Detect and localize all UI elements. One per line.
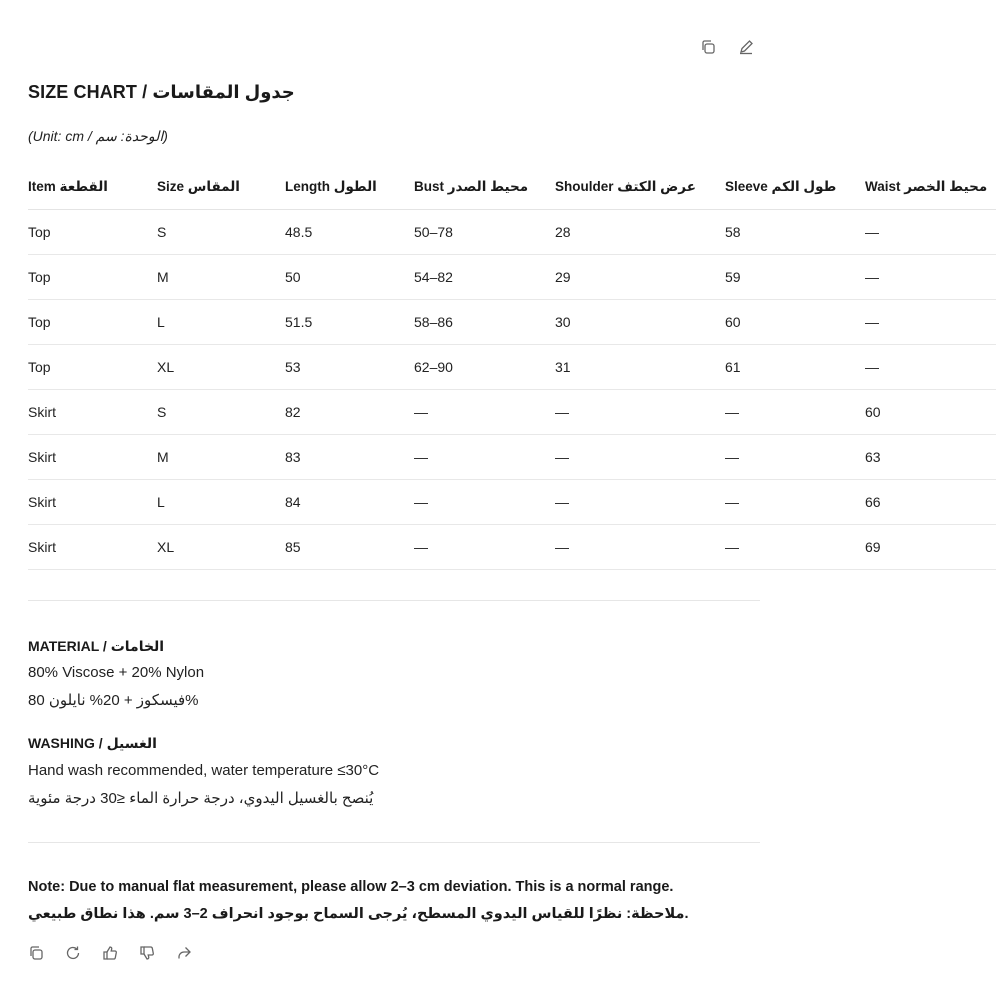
table-cell: 61 xyxy=(725,345,865,390)
table-cell: XL xyxy=(157,345,285,390)
size-chart-table xyxy=(28,164,996,570)
table-header-row xyxy=(28,164,996,210)
table-cell: 29 xyxy=(555,255,725,300)
table-cell: 58–86 xyxy=(414,300,555,345)
table-row xyxy=(28,210,996,255)
note-line-en: Note: Due to manual flat measurement, please allow 2–3 cm deviation. This is a normal range. xyxy=(28,879,674,895)
message-top-actions xyxy=(699,38,755,56)
table-body xyxy=(28,210,996,570)
table-cell: Skirt xyxy=(28,435,157,480)
table-cell: 31 xyxy=(555,345,725,390)
table-row xyxy=(28,255,996,300)
thumbs-up-icon[interactable] xyxy=(101,944,119,962)
table-cell: — xyxy=(865,300,996,345)
table-cell: — xyxy=(414,480,555,525)
table-cell: 60 xyxy=(725,300,865,345)
table-cell: — xyxy=(555,525,725,570)
divider xyxy=(28,842,760,843)
table-row xyxy=(28,390,996,435)
divider xyxy=(28,600,760,601)
table-cell: XL xyxy=(157,525,285,570)
table-cell: 28 xyxy=(555,210,725,255)
unit-note: (Unit: cm / الوحدة: سم) xyxy=(28,128,168,144)
table-cell: 66 xyxy=(865,480,996,525)
washing-line-en: Hand wash recommended, water temperature ≤30°C xyxy=(28,762,380,779)
copy-icon[interactable] xyxy=(27,944,45,962)
table-cell: 62–90 xyxy=(414,345,555,390)
table-cell: 60 xyxy=(865,390,996,435)
table-cell: 85 xyxy=(285,525,414,570)
table-row xyxy=(28,480,996,525)
table-cell: 83 xyxy=(285,435,414,480)
share-icon[interactable] xyxy=(175,944,193,962)
table-cell: 51.5 xyxy=(285,300,414,345)
table-cell: L xyxy=(157,480,285,525)
table-cell: — xyxy=(555,480,725,525)
table-cell: — xyxy=(725,390,865,435)
column-header: Size المقاس xyxy=(157,164,285,210)
table-cell: — xyxy=(865,345,996,390)
table-cell: — xyxy=(414,390,555,435)
table-cell: — xyxy=(414,525,555,570)
column-header: Bust محيط الصدر xyxy=(414,164,555,210)
table-cell: — xyxy=(865,210,996,255)
table-cell: 50–78 xyxy=(414,210,555,255)
table-cell: 84 xyxy=(285,480,414,525)
table-cell: — xyxy=(555,435,725,480)
column-header: Sleeve طول الكم xyxy=(725,164,865,210)
column-header: Length الطول xyxy=(285,164,414,210)
thumbs-down-icon[interactable] xyxy=(138,944,156,962)
table-cell: L xyxy=(157,300,285,345)
washing-line-ar: يُنصح بالغسيل اليدوي، درجة حرارة الماء ≤30 درجة مئوية xyxy=(28,790,374,807)
table-cell: Skirt xyxy=(28,480,157,525)
table-row xyxy=(28,345,996,390)
table-cell: — xyxy=(555,390,725,435)
table-cell: 30 xyxy=(555,300,725,345)
table-cell: Top xyxy=(28,300,157,345)
column-header: Shoulder عرض الكتف xyxy=(555,164,725,210)
table-cell: 48.5 xyxy=(285,210,414,255)
table-cell: M xyxy=(157,255,285,300)
table-cell: 58 xyxy=(725,210,865,255)
washing-heading: WASHING / الغسيل xyxy=(28,735,157,751)
column-header: Waist محيط الخصر xyxy=(865,164,996,210)
table-cell: — xyxy=(725,525,865,570)
column-header: Item القطعة xyxy=(28,164,157,210)
edit-icon[interactable] xyxy=(737,38,755,56)
table-cell: Top xyxy=(28,255,157,300)
table-cell: — xyxy=(414,435,555,480)
table-cell: Skirt xyxy=(28,390,157,435)
table-cell: Top xyxy=(28,345,157,390)
table-cell: 53 xyxy=(285,345,414,390)
table-row xyxy=(28,525,996,570)
copy-icon[interactable] xyxy=(699,38,717,56)
table-cell: 69 xyxy=(865,525,996,570)
table-row xyxy=(28,435,996,480)
table-cell: S xyxy=(157,210,285,255)
table-cell: Skirt xyxy=(28,525,157,570)
table-cell: 50 xyxy=(285,255,414,300)
table-cell: — xyxy=(865,255,996,300)
table-cell: M xyxy=(157,435,285,480)
table-cell: 63 xyxy=(865,435,996,480)
material-heading: MATERIAL / الخامات xyxy=(28,638,165,654)
table-cell: 59 xyxy=(725,255,865,300)
material-line-en: 80% Viscose + 20% Nylon xyxy=(28,664,205,681)
table-cell: 54–82 xyxy=(414,255,555,300)
table-row xyxy=(28,300,996,345)
material-line-ar: فيسكوز + 20% نايلون 80% xyxy=(28,692,199,709)
page-title: SIZE CHART / جدول المقاسات xyxy=(28,82,295,102)
table-cell: S xyxy=(157,390,285,435)
table-cell: 82 xyxy=(285,390,414,435)
regenerate-icon[interactable] xyxy=(64,944,82,962)
table-cell: — xyxy=(725,480,865,525)
table-cell: — xyxy=(725,435,865,480)
message-bottom-actions xyxy=(27,944,193,962)
table-cell: Top xyxy=(28,210,157,255)
note-line-ar: ملاحظة: نظرًا للقياس اليدوي المسطح، يُرجى السماح بوجود انحراف 2–3 سم. هذا نطاق طبيعي. xyxy=(28,906,689,922)
